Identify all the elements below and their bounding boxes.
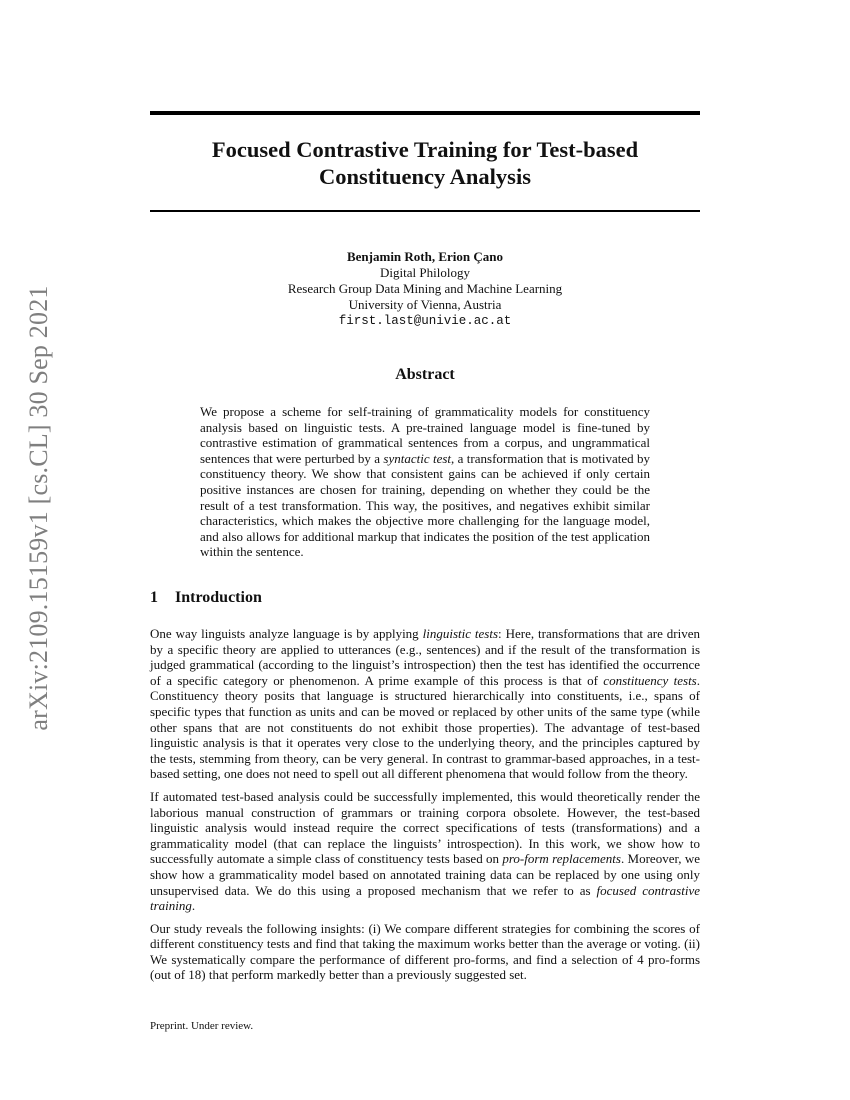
- italic-term: pro-form replacements: [502, 851, 621, 867]
- author-names: Benjamin Roth, Erion Çano: [346, 249, 504, 264]
- affiliation-line: Digital Philology: [380, 265, 470, 280]
- abstract-text-part: , a transformation that is motivated by constituency theory. We show that consistent gains can be achieved if only certain positive instances are chosen for training, depending on whether they could be the result of a test transformation. This way, the positives, and negatives exhibit similar characteristics, which makes the objective more challenging for the language model, and also allows for additional markup that indicates the position of the test application within the sentence.: [200, 450, 650, 560]
- italic-term: constituency tests: [603, 672, 697, 688]
- paragraph-text: If automated test-based analysis could be successfully implemented, this would theoretically render the laborious manual construction of grammars or training corpora obsolete. However, the test-based linguistic analysis would instead require the correct specifications of tests (transformations) and a grammaticality model (that can replace the linguists’ introspection). In this work, we show how to successfully automate a simple class of constituency tests based on: [150, 788, 700, 867]
- author-email: first.last@univie.ac.at: [338, 314, 512, 328]
- paragraph-text: . Moreover, we show how a grammaticality model based on annotated training data can be replaced by one using only unsupervised data. We do this using a proposed mechanism that we refer to as: [150, 851, 701, 898]
- paragraph-text: Our study reveals the following insights: (i) We compare different strategies for combining the scores of different constituency tests and find that taking the maximum works better than the average or voting. (ii) We systematically compare the performance of different pro-forms, and find a selection of 4 pro-forms (out of 18) that perform markedly better than a previously suggested set.: [150, 920, 700, 983]
- paragraph-text: .: [191, 898, 196, 914]
- paragraph-text: . Constituency theory posits that language is structured hierarchically into constituents, i.e., spans of specific types that function as units and can be moved or replaced by other units of the same type (while other spans that are not constituents do not exhibit those properties). The advantage of test-based linguistic analysis is that it operates very close to the underlying theory, and the principles captured by the tests, stemming from theory, can be very general. In contrast to grammar-based approaches, in a test-based setting, one does not need to spell out all different phenomena that would follow from the theory.: [150, 672, 700, 782]
- section-title: Introduction: [175, 589, 262, 606]
- abstract-italic-term: syntactic test: [383, 450, 452, 466]
- abstract-text-part: We propose a scheme for self-training of grammaticality models for constituency analysis based on linguistic tests. A pre-trained language model is fine-tuned by contrastive estimation of grammatical sentences from a corpus, and ungrammatical sentences that were perturbed by a: [200, 404, 650, 466]
- affiliation-line: University of Vienna, Austria: [348, 297, 502, 312]
- abstract-text: [200, 404, 650, 560]
- section-body: [150, 626, 700, 990]
- body-paragraph: [150, 921, 700, 983]
- paragraph-text: : Here, transformations that are driven by a specific theory are applied to utterances (e.g., sentences) and if the result of the transformation is judged grammatical (according to the linguist’s introspection) then the test has identified the occurrence of a specific category or phenomenon. A prime example of this process is that of: [150, 626, 700, 688]
- body-paragraph: [150, 789, 700, 914]
- section-number: 1: [150, 589, 158, 606]
- affiliation-line: Research Group Data Mining and Machine Learning: [287, 281, 563, 296]
- arxiv-identifier-text: arXiv:2109.15159v1 [cs.CL] 30 Sep 2021: [24, 285, 53, 731]
- italic-term: focused contrastive training: [150, 882, 700, 914]
- title-top-rule: [150, 111, 700, 115]
- paragraph-text: One way linguists analyze language is by applying: [150, 626, 423, 641]
- italic-term: linguistic tests: [422, 626, 499, 641]
- section-heading: [150, 589, 262, 607]
- arxiv-identifier-stamp: [0, 0, 60, 1100]
- page-footer: Preprint. Under review.: [150, 1020, 254, 1032]
- body-paragraph: [150, 626, 700, 782]
- abstract-heading: Abstract: [395, 366, 455, 383]
- title-bottom-rule: [150, 210, 700, 212]
- author-block: [150, 249, 700, 329]
- paper-title: Focused Contrastive Training for Test-based Constituency Analysis: [211, 137, 639, 189]
